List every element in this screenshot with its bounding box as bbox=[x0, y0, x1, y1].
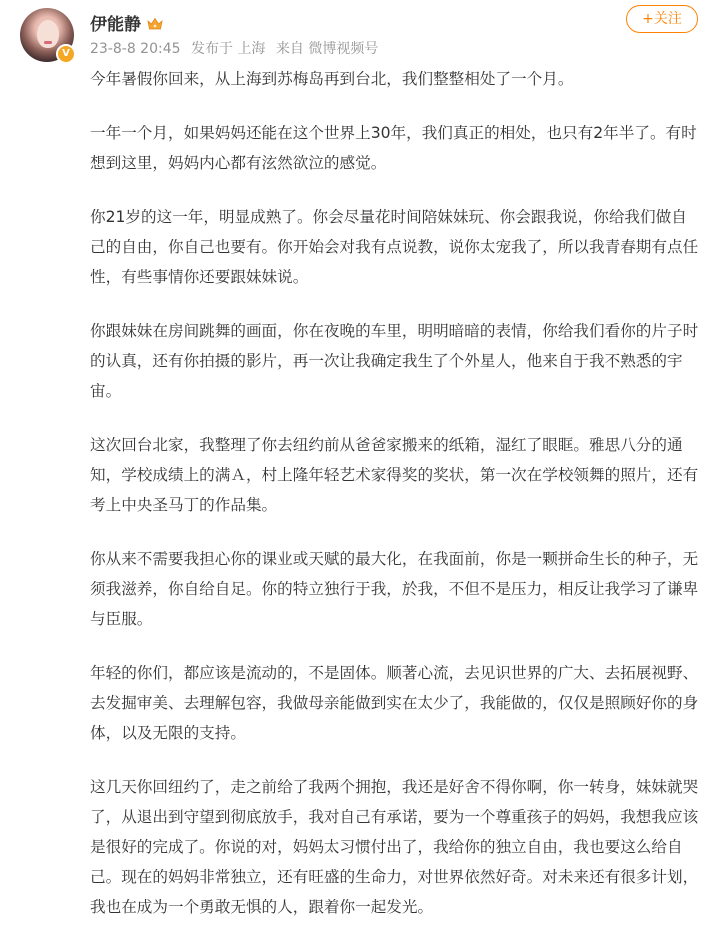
paragraph: 你21岁的这一年，明显成熟了。你会尽量花时间陪妹妹玩、你会跟我说，你给我们做自己的自由，你自己也要有。你开始会对我有点说教，说你太宠我了，所以我青春期有点任性，有些事情你还要跟妹妹说。 bbox=[90, 208, 699, 286]
paragraph: 你跟妹妹在房间跳舞的画面，你在夜晚的车里，明明暗暗的表情，你给我们看你的片子时的认真，还有你拍摄的影片，再一次让我确定我生了个外星人，他来自于我不熟悉的宇宙。 bbox=[90, 322, 699, 400]
paragraph: 你从来不需要我担心你的课业或天赋的最大化，在我面前，你是一颗拼命生长的种子，无须我滋养，你自给自足。你的特立独行于我，於我，不但不是压力，相反让我学习了谦卑与臣服。 bbox=[90, 550, 699, 628]
username-row bbox=[90, 10, 163, 35]
post-timestamp[interactable]: 23-8-8 20:45 bbox=[90, 41, 181, 57]
follow-button[interactable]: +关注 bbox=[626, 5, 698, 33]
post-meta bbox=[90, 38, 384, 58]
paragraph: 一年一个月，如果妈妈还能在这个世界上30年，我们真正的相处，也只有2年半了。有时想到这里，妈妈内心都有泫然欲泣的感觉。 bbox=[90, 124, 697, 172]
post-content bbox=[90, 64, 702, 946]
paragraph: 年轻的你们，都应该是流动的，不是固体。顺著心流，去见识世界的广大、去拓展视野、去发掘审美、去理解包容，我做母亲能做到实在太少了，我能做的，仅仅是照顾好你的身体，以及无限的支持。 bbox=[90, 664, 699, 742]
crown-icon bbox=[147, 16, 163, 30]
post-source[interactable]: 来自 微博视频号 bbox=[275, 41, 379, 57]
post-location: 发布于 上海 bbox=[190, 41, 266, 57]
avatar[interactable] bbox=[20, 8, 74, 62]
username[interactable]: 伊能静 bbox=[90, 15, 141, 35]
paragraph: 这几天你回纽约了，走之前给了我两个拥抱，我还是好舍不得你啊，你一转身，妹妹就哭了，从退出到守望到彻底放手，我对自己有承诺，要为一个尊重孩子的妈妈，我想我应该是很好的完成了。你说的对，妈妈太习惯付出了，我给你的独立自由，我也要这么给自己。现在的妈妈非常独立，还有旺盛的生命力，对世界依然好奇。对未来还有很多计划，我也在成为一个勇敢无惧的人，跟着你一起发光。 bbox=[90, 778, 699, 916]
paragraph: 这次回台北家，我整理了你去纽约前从爸爸家搬来的纸箱，湿红了眼眶。雅思八分的通知，学校成绩上的满Ａ，村上隆年轻艺术家得奖的奖状，第一次在学校领舞的照片，还有考上中央圣马丁的作品集。 bbox=[90, 436, 699, 514]
verified-badge-icon: V bbox=[56, 44, 76, 64]
paragraph: 今年暑假你回来，从上海到苏梅岛再到台北，我们整整相处了一个月。 bbox=[90, 70, 574, 88]
